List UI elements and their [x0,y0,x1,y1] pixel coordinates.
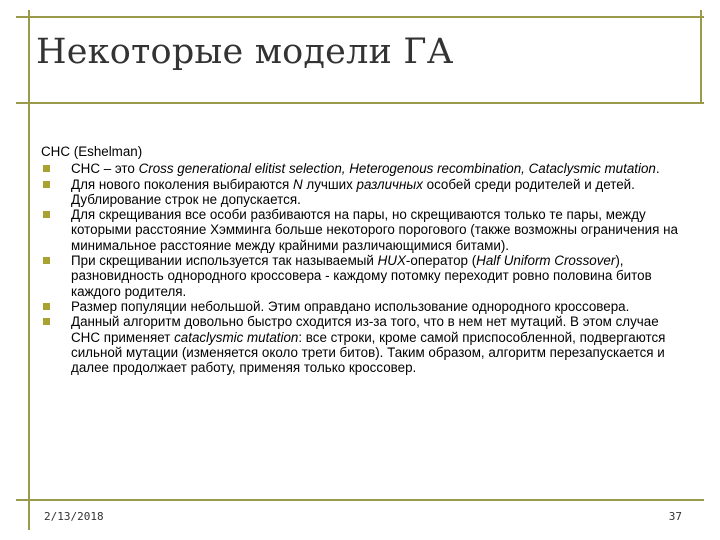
bullet-item [41,253,681,299]
square-bullet-icon [43,257,50,264]
bullet-text: ), разновидность однородного кроссовера - каждому потомку переходит ровно половина битов каждого родителя. [71,253,652,299]
square-bullet-icon [43,181,50,188]
bullet-item [41,207,681,253]
square-bullet-icon [43,211,50,218]
slide-content [41,144,681,375]
bullet-text: CHC – это [71,161,139,177]
bullet-text: Для скрещивания все особи разбиваются на пары, но скрещиваются только те пары, между которыми расстояние Хэмминга больше некоторого порогового (также возможны ограничения на минимальное расстояние между крайними различающимися битами). [71,207,678,253]
italic-text: Cross generational elitist selection, Heterogenous recombination, Cataclysmic mutation [138,161,656,177]
bullet-item [41,299,681,314]
bullet-item [41,161,681,176]
bullet-text: особей среди родителей и детей. Дублирование строк не допускается. [71,176,635,207]
frame-title-underline [16,102,704,104]
footer-date: 2/13/2018 [44,510,104,523]
italic-text: cataclysmic mutation [174,329,299,345]
italic-text: различных [356,176,423,192]
bullet-text: При скрещивании используется так называемый [71,253,378,269]
bullet-text: . [655,161,660,177]
bullet-text: -оператор ( [405,253,477,269]
slide-title: Некоторые модели ГА [36,32,454,72]
bullet-text: Для нового поколения выбираются [71,176,294,192]
frame-left-line [28,10,30,530]
bullet-item [41,314,681,375]
bullet-list [41,161,681,375]
bullet-text: : все строки, кроме самой приспособленной, подвергаются сильной мутации (изменяется около трети битов). Таким образом, алгоритм перезапускается и далее продолжает работу, применяя только кроссовер. [71,329,666,376]
bullet-text: лучших [302,176,357,192]
italic-text: N [293,176,303,192]
section-heading: CHC (Eshelman) [41,144,143,159]
italic-text: Half Uniform Crossover [476,253,616,269]
square-bullet-icon [43,165,50,172]
bullet-text: Размер популяции небольшой. Этим оправдано использование однородного кроссовера. [71,298,630,314]
page-number: 37 [668,510,682,523]
square-bullet-icon [43,318,50,325]
square-bullet-icon [43,303,50,310]
frame-top-line [16,16,704,18]
frame-right-line [700,10,702,102]
italic-text: HUX [377,253,406,269]
bullet-item [41,177,681,208]
frame-bottom-line [16,499,704,501]
bullet-text: Данный алгоритм довольно быстро сходится из-за того, что в нем нет мутаций. В этом случае CHC применяет [71,314,659,345]
